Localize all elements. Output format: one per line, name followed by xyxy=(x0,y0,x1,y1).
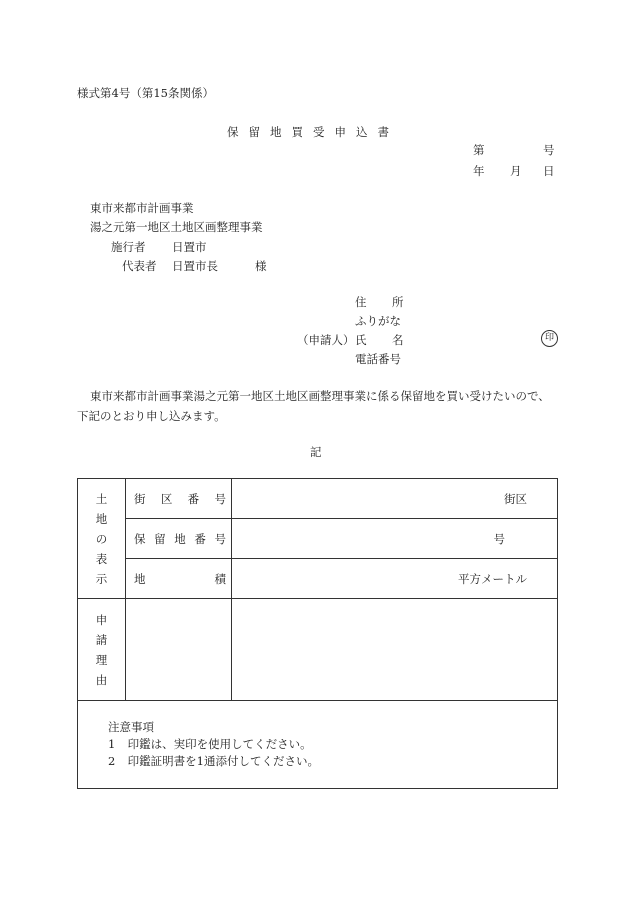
executor-label: 施行者 xyxy=(111,240,146,254)
notes-title: 注意事項 xyxy=(108,720,154,734)
label-char: 留 xyxy=(154,531,166,546)
area-field[interactable] xyxy=(232,559,558,599)
address-label-b: 所 xyxy=(392,295,404,309)
label-char: 地 xyxy=(134,571,146,586)
reason-field[interactable] xyxy=(232,599,558,701)
ki-heading: 記 xyxy=(310,445,322,459)
block-number-field[interactable] xyxy=(232,479,558,519)
land-heading-char: の xyxy=(95,531,108,546)
reason-sub-cell[interactable] xyxy=(126,599,232,701)
note-item xyxy=(108,736,557,753)
label-char: 番 xyxy=(194,531,206,546)
reason-heading-char: 理 xyxy=(95,652,108,667)
representative-label: 代表者 xyxy=(122,259,157,273)
land-heading-char: 表 xyxy=(95,551,108,566)
form-number: 様式第4号（第15条関係） xyxy=(77,86,214,100)
name-label-b: 名 xyxy=(392,333,404,347)
furigana-label: ふりがな xyxy=(355,314,401,328)
body-line1: 東市来都市計画事業湯之元第一地区土地区画整理事業に係る保留地を買い受けたいので、 xyxy=(90,389,550,403)
application-table xyxy=(77,478,558,789)
reserve-lot-unit: 号 xyxy=(493,531,505,546)
label-char: 区 xyxy=(160,491,173,506)
body-line2: 下記のとおり申し込みます。 xyxy=(77,409,226,423)
reason-heading-char: 請 xyxy=(95,632,108,647)
row-label-area xyxy=(126,559,232,599)
page-title: 保留地買受申込書 xyxy=(227,125,399,139)
seal-mark: 印 xyxy=(541,330,558,347)
reserve-lot-number-field[interactable] xyxy=(232,519,558,559)
label-char: 保 xyxy=(134,531,146,546)
land-heading-cell xyxy=(78,479,126,599)
note-text: 印鑑は、実印を使用してください。 xyxy=(127,737,312,751)
block-number-unit: 街区 xyxy=(504,491,527,506)
date-day: 日 xyxy=(543,164,555,178)
note-number: 2 xyxy=(108,754,116,768)
name-label-a: 氏 xyxy=(355,333,367,347)
honorific: 様 xyxy=(255,259,267,273)
applicant-label: （申請人） xyxy=(297,333,355,347)
label-char: 積 xyxy=(214,571,226,586)
number-prefix: 第 xyxy=(473,143,485,157)
number-suffix: 号 xyxy=(543,143,555,157)
row-label-reserve-lot-number xyxy=(126,519,232,559)
addressee-line1: 東市来都市計画事業 xyxy=(90,201,194,215)
land-heading-char: 示 xyxy=(95,571,108,586)
row-label-block-number xyxy=(126,479,232,519)
notes-cell xyxy=(78,701,558,789)
label-char: 地 xyxy=(174,531,186,546)
reason-heading-char: 申 xyxy=(95,612,108,627)
land-heading-char: 地 xyxy=(95,511,108,526)
label-char: 号 xyxy=(214,531,226,546)
date-month: 月 xyxy=(510,164,522,178)
note-item xyxy=(108,753,557,770)
executor-value: 日置市 xyxy=(172,240,207,254)
note-text: 印鑑証明書を1通添付してください。 xyxy=(127,754,319,768)
addressee-line2: 湯之元第一地区土地区画整理事業 xyxy=(90,220,263,234)
label-char: 号 xyxy=(214,491,226,506)
note-number: 1 xyxy=(108,737,116,751)
label-char: 番 xyxy=(187,491,200,506)
representative-value: 日置市長 xyxy=(172,259,218,273)
reason-heading-char: 由 xyxy=(95,672,108,687)
reason-heading-cell xyxy=(78,599,126,701)
date-year: 年 xyxy=(473,164,485,178)
area-unit: 平方メートル xyxy=(458,571,527,586)
address-label-a: 住 xyxy=(355,295,367,309)
land-heading-char: 土 xyxy=(95,491,108,506)
label-char: 街 xyxy=(134,491,146,506)
phone-label: 電話番号 xyxy=(355,352,401,366)
